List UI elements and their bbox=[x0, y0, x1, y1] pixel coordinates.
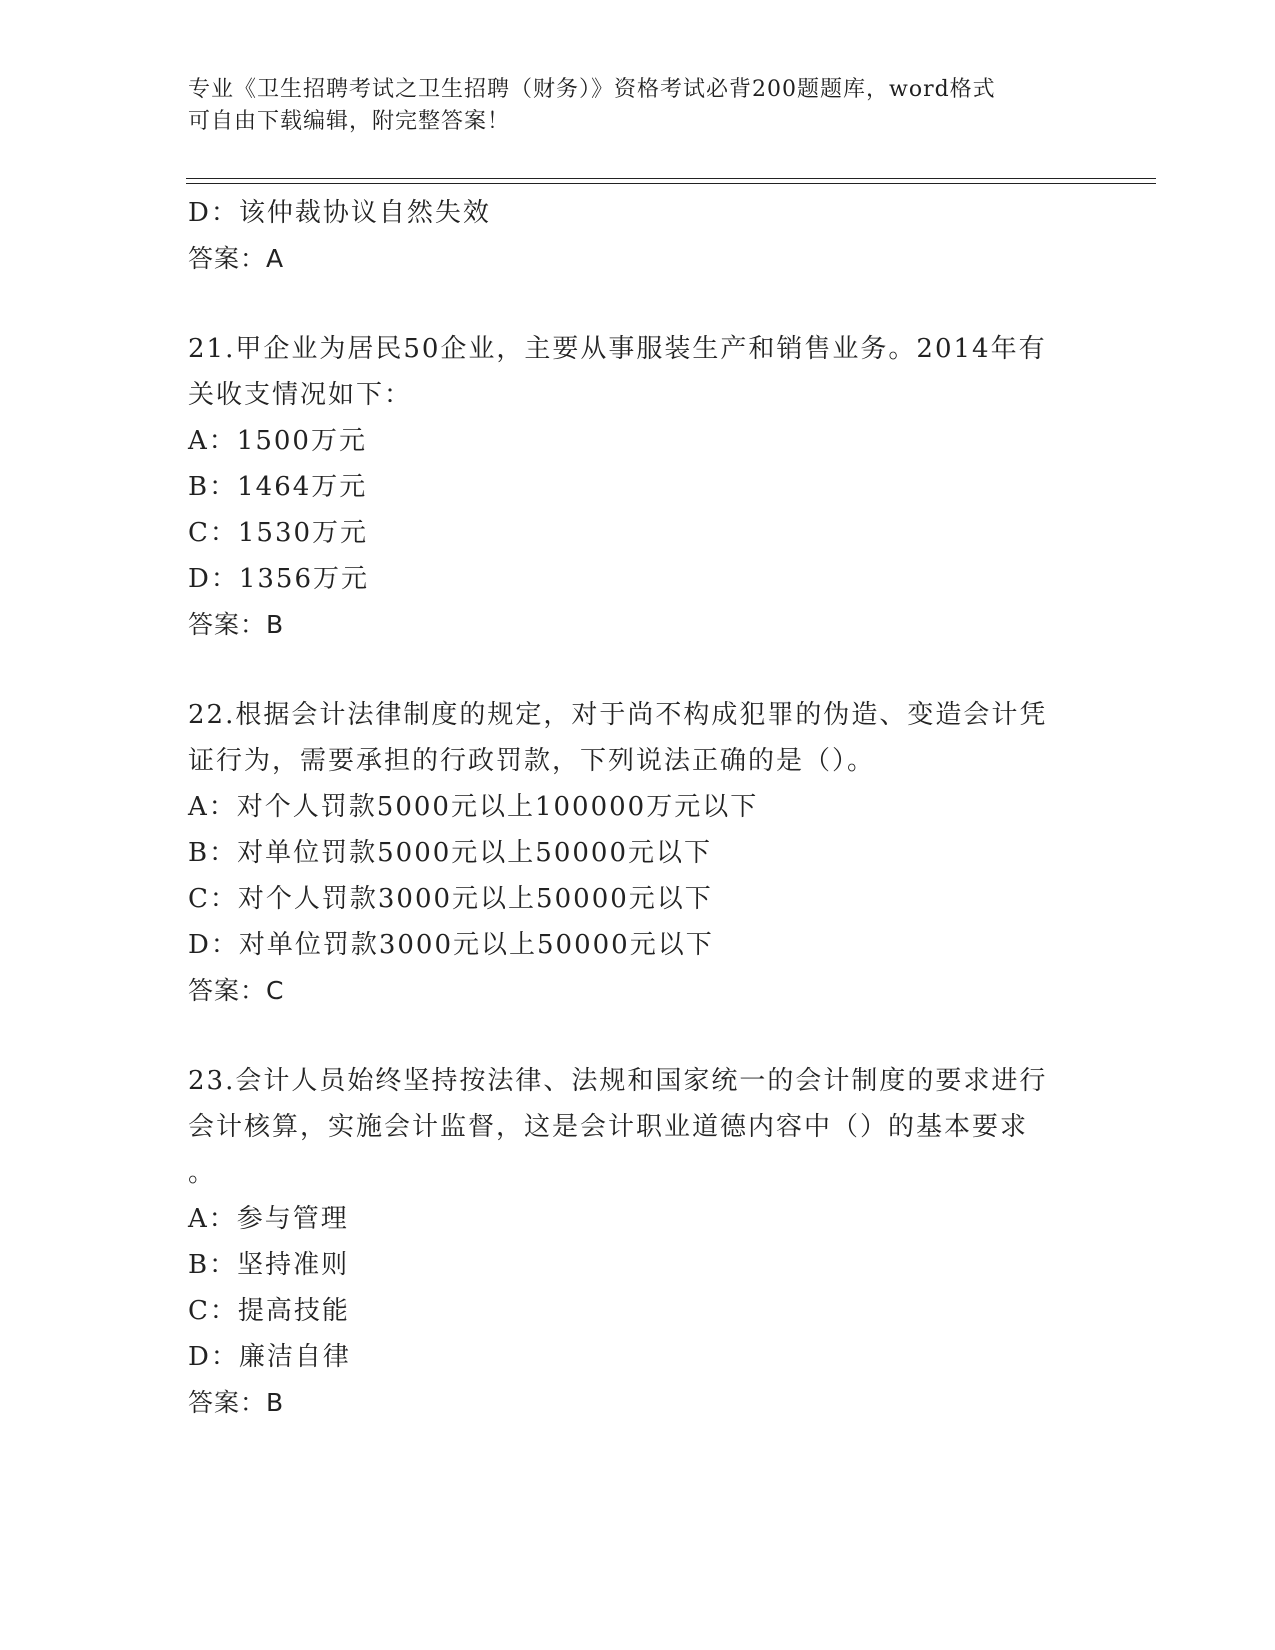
previous-question-tail bbox=[188, 190, 1108, 282]
option-b: B：对单位罚款5000元以上50000元以下 bbox=[188, 838, 712, 868]
question-text: 关收支情况如下： bbox=[188, 380, 413, 410]
question-text: 会计核算，实施会计监督，这是会计职业道德内容中（）的基本要求 bbox=[188, 1112, 1029, 1142]
answer-line: 答案：B bbox=[188, 610, 285, 639]
option-b: B：1464万元 bbox=[188, 472, 368, 502]
header-line-1: 专业《卫生招聘考试之卫生招聘（财务）》资格考试必背200题题库，word格式 bbox=[188, 77, 996, 102]
header-line-2: 可自由下载编辑，附完整答案！ bbox=[188, 109, 511, 134]
question-text: 。 bbox=[188, 1158, 215, 1188]
option-a: A：1500万元 bbox=[188, 426, 367, 456]
option-d: D：该仲裁协议自然失效 bbox=[188, 198, 491, 228]
option-c: C：1530万元 bbox=[188, 518, 369, 548]
question-text: 证行为，需要承担的行政罚款，下列说法正确的是（）。 bbox=[188, 746, 876, 776]
option-a: A：对个人罚款5000元以上100000万元以下 bbox=[188, 792, 759, 822]
answer-line: 答案：B bbox=[188, 1388, 285, 1417]
header-divider-top bbox=[186, 178, 1156, 179]
option-c: C：对个人罚款3000元以上50000元以下 bbox=[188, 884, 713, 914]
option-c: C：提高技能 bbox=[188, 1296, 350, 1326]
question-text: 22.根据会计法律制度的规定，对于尚不构成犯罪的伪造、变造会计凭 bbox=[188, 700, 1048, 730]
question-list bbox=[188, 190, 1108, 1426]
header-divider-bottom bbox=[186, 183, 1156, 184]
document-header bbox=[188, 74, 1088, 138]
question-text: 21.甲企业为居民50企业，主要从事服装生产和销售业务。2014年有 bbox=[188, 334, 1047, 364]
option-d: D：对单位罚款3000元以上50000元以下 bbox=[188, 930, 714, 960]
question-23 bbox=[188, 1058, 1108, 1426]
answer-line: 答案：A bbox=[188, 244, 285, 273]
option-d: D：1356万元 bbox=[188, 564, 370, 594]
question-text: 23.会计人员始终坚持按法律、法规和国家统一的会计制度的要求进行 bbox=[188, 1066, 1048, 1096]
option-d: D：廉洁自律 bbox=[188, 1342, 351, 1372]
option-b: B：坚持准则 bbox=[188, 1250, 350, 1280]
answer-line: 答案：C bbox=[188, 976, 285, 1005]
question-22 bbox=[188, 692, 1108, 1014]
question-21 bbox=[188, 326, 1108, 648]
option-a: A：参与管理 bbox=[188, 1204, 349, 1234]
